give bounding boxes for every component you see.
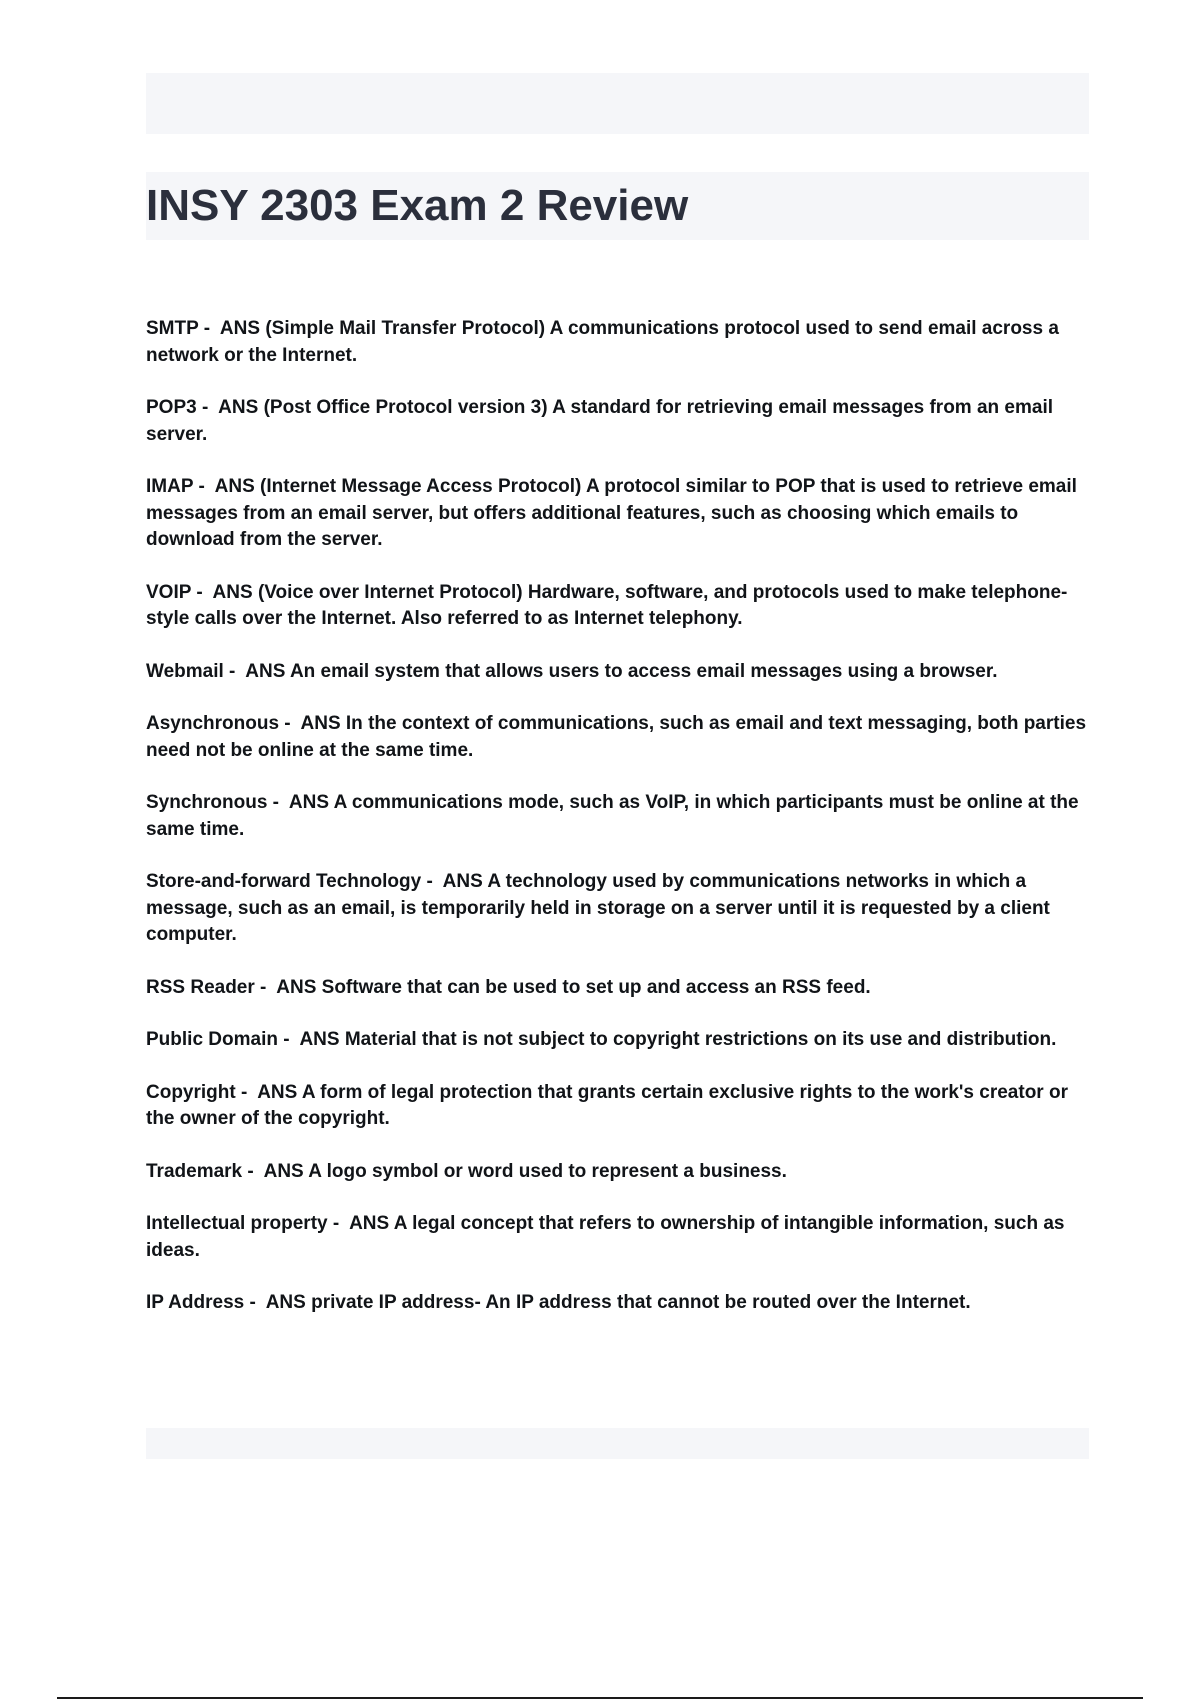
qa-separator: - [242, 1160, 264, 1182]
qa-definition: (Post Office Protocol version 3) A standard for retrieving email messages from an email server. [146, 397, 1054, 445]
qa-term: Public Domain [146, 1029, 278, 1050]
qa-item [146, 395, 1091, 448]
qa-item [146, 474, 1091, 554]
qa-term: VOIP [146, 581, 192, 603]
qa-item [146, 790, 1091, 843]
qa-term: Asynchronous [146, 713, 280, 734]
qa-term: Webmail [146, 660, 224, 682]
document-title: INSY 2303 Exam 2 Review [146, 181, 689, 230]
answer-marker: ANS [276, 976, 317, 998]
qa-term: IP Address [146, 1292, 245, 1313]
qa-separator: - [235, 1081, 258, 1103]
qa-item [146, 1290, 1091, 1317]
qa-separator: - [223, 660, 246, 682]
qa-term: Store-and-forward Technology [146, 871, 422, 892]
qa-term: SMTP [146, 318, 199, 339]
qa-definition: (Simple Mail Transfer Protocol) A communications protocol used to send email across a network or the Internet. [146, 318, 1059, 366]
answer-marker: ANS [214, 476, 255, 497]
qa-item [146, 1159, 1091, 1186]
qa-definition: Software that can be used to set up and access an RSS feed. [321, 976, 871, 998]
qa-term: Synchronous [146, 792, 268, 813]
answer-marker: ANS [288, 792, 329, 813]
answer-marker: ANS [218, 397, 259, 418]
qa-term: Intellectual property [146, 1213, 328, 1234]
qa-separator: - [254, 976, 277, 998]
answer-marker: ANS [299, 1029, 340, 1050]
qa-separator: - [196, 397, 219, 418]
qa-separator: - [327, 1213, 350, 1234]
answer-marker: ANS [263, 1160, 304, 1182]
qa-list [146, 316, 1091, 1343]
qa-definition: An email system that allows users to access email messages using a browser. [289, 660, 998, 682]
header-band [146, 73, 1089, 134]
qa-item [146, 580, 1091, 633]
qa-item [146, 1211, 1091, 1264]
qa-item [146, 659, 1091, 686]
qa-definition: Material that is not subject to copyright restrictions on its use and distribution. [344, 1029, 1057, 1050]
answer-marker: ANS [300, 713, 341, 734]
qa-definition: A technology used by communications networks in which a message, such as an email, is temporarily held in storage on a server until it is requested by a client computer. [146, 871, 1050, 945]
answer-marker: ANS [442, 871, 483, 892]
qa-term: RSS Reader [146, 976, 255, 998]
qa-separator: - [193, 476, 215, 497]
footer-band [146, 1428, 1089, 1459]
qa-term: POP3 [146, 397, 197, 418]
answer-marker: ANS [349, 1213, 390, 1234]
qa-term: Trademark [146, 1160, 243, 1182]
qa-definition: A logo symbol or word used to represent a business. [308, 1160, 787, 1182]
qa-separator: - [191, 581, 213, 603]
qa-separator: - [244, 1292, 266, 1313]
answer-marker: ANS [212, 581, 253, 603]
qa-definition: A legal concept that refers to ownership of intangible information, such as ideas. [146, 1213, 1065, 1261]
qa-item [146, 316, 1091, 369]
qa-item [146, 1080, 1091, 1133]
qa-term: IMAP [146, 476, 194, 497]
qa-separator: - [279, 713, 301, 734]
qa-term: Copyright [146, 1081, 236, 1103]
qa-separator: - [198, 318, 220, 339]
qa-separator: - [277, 1029, 300, 1050]
answer-marker: ANS [265, 1292, 306, 1313]
qa-item [146, 975, 1091, 1002]
qa-definition: private IP address- An IP address that cannot be routed over the Internet. [311, 1292, 971, 1313]
answer-marker: ANS [257, 1081, 298, 1103]
answer-marker: ANS [219, 318, 261, 339]
qa-definition: In the context of communications, such as email and text messaging, both parties need not be online at the same time. [146, 713, 1087, 761]
qa-definition: A communications mode, such as VoIP, in which participants must be online at the same time. [146, 792, 1079, 840]
qa-item [146, 711, 1091, 764]
qa-definition: A form of legal protection that grants certain exclusive rights to the work's creator or the owner of the copyright. [146, 1081, 1068, 1129]
qa-item [146, 1027, 1091, 1054]
qa-item [146, 869, 1091, 949]
qa-definition: (Voice over Internet Protocol) Hardware, software, and protocols used to make telephone-style calls over the Internet. Also referred to as Internet telephony. [146, 581, 1068, 629]
answer-marker: ANS [245, 660, 286, 682]
qa-separator: - [267, 792, 289, 813]
qa-definition: (Internet Message Access Protocol) A protocol similar to POP that is used to retrieve email messages from an email server, but offers additional features, such as choosing which emails to download from the server. [146, 476, 1077, 550]
footer-rule [57, 1697, 1143, 1699]
qa-separator: - [421, 871, 443, 892]
